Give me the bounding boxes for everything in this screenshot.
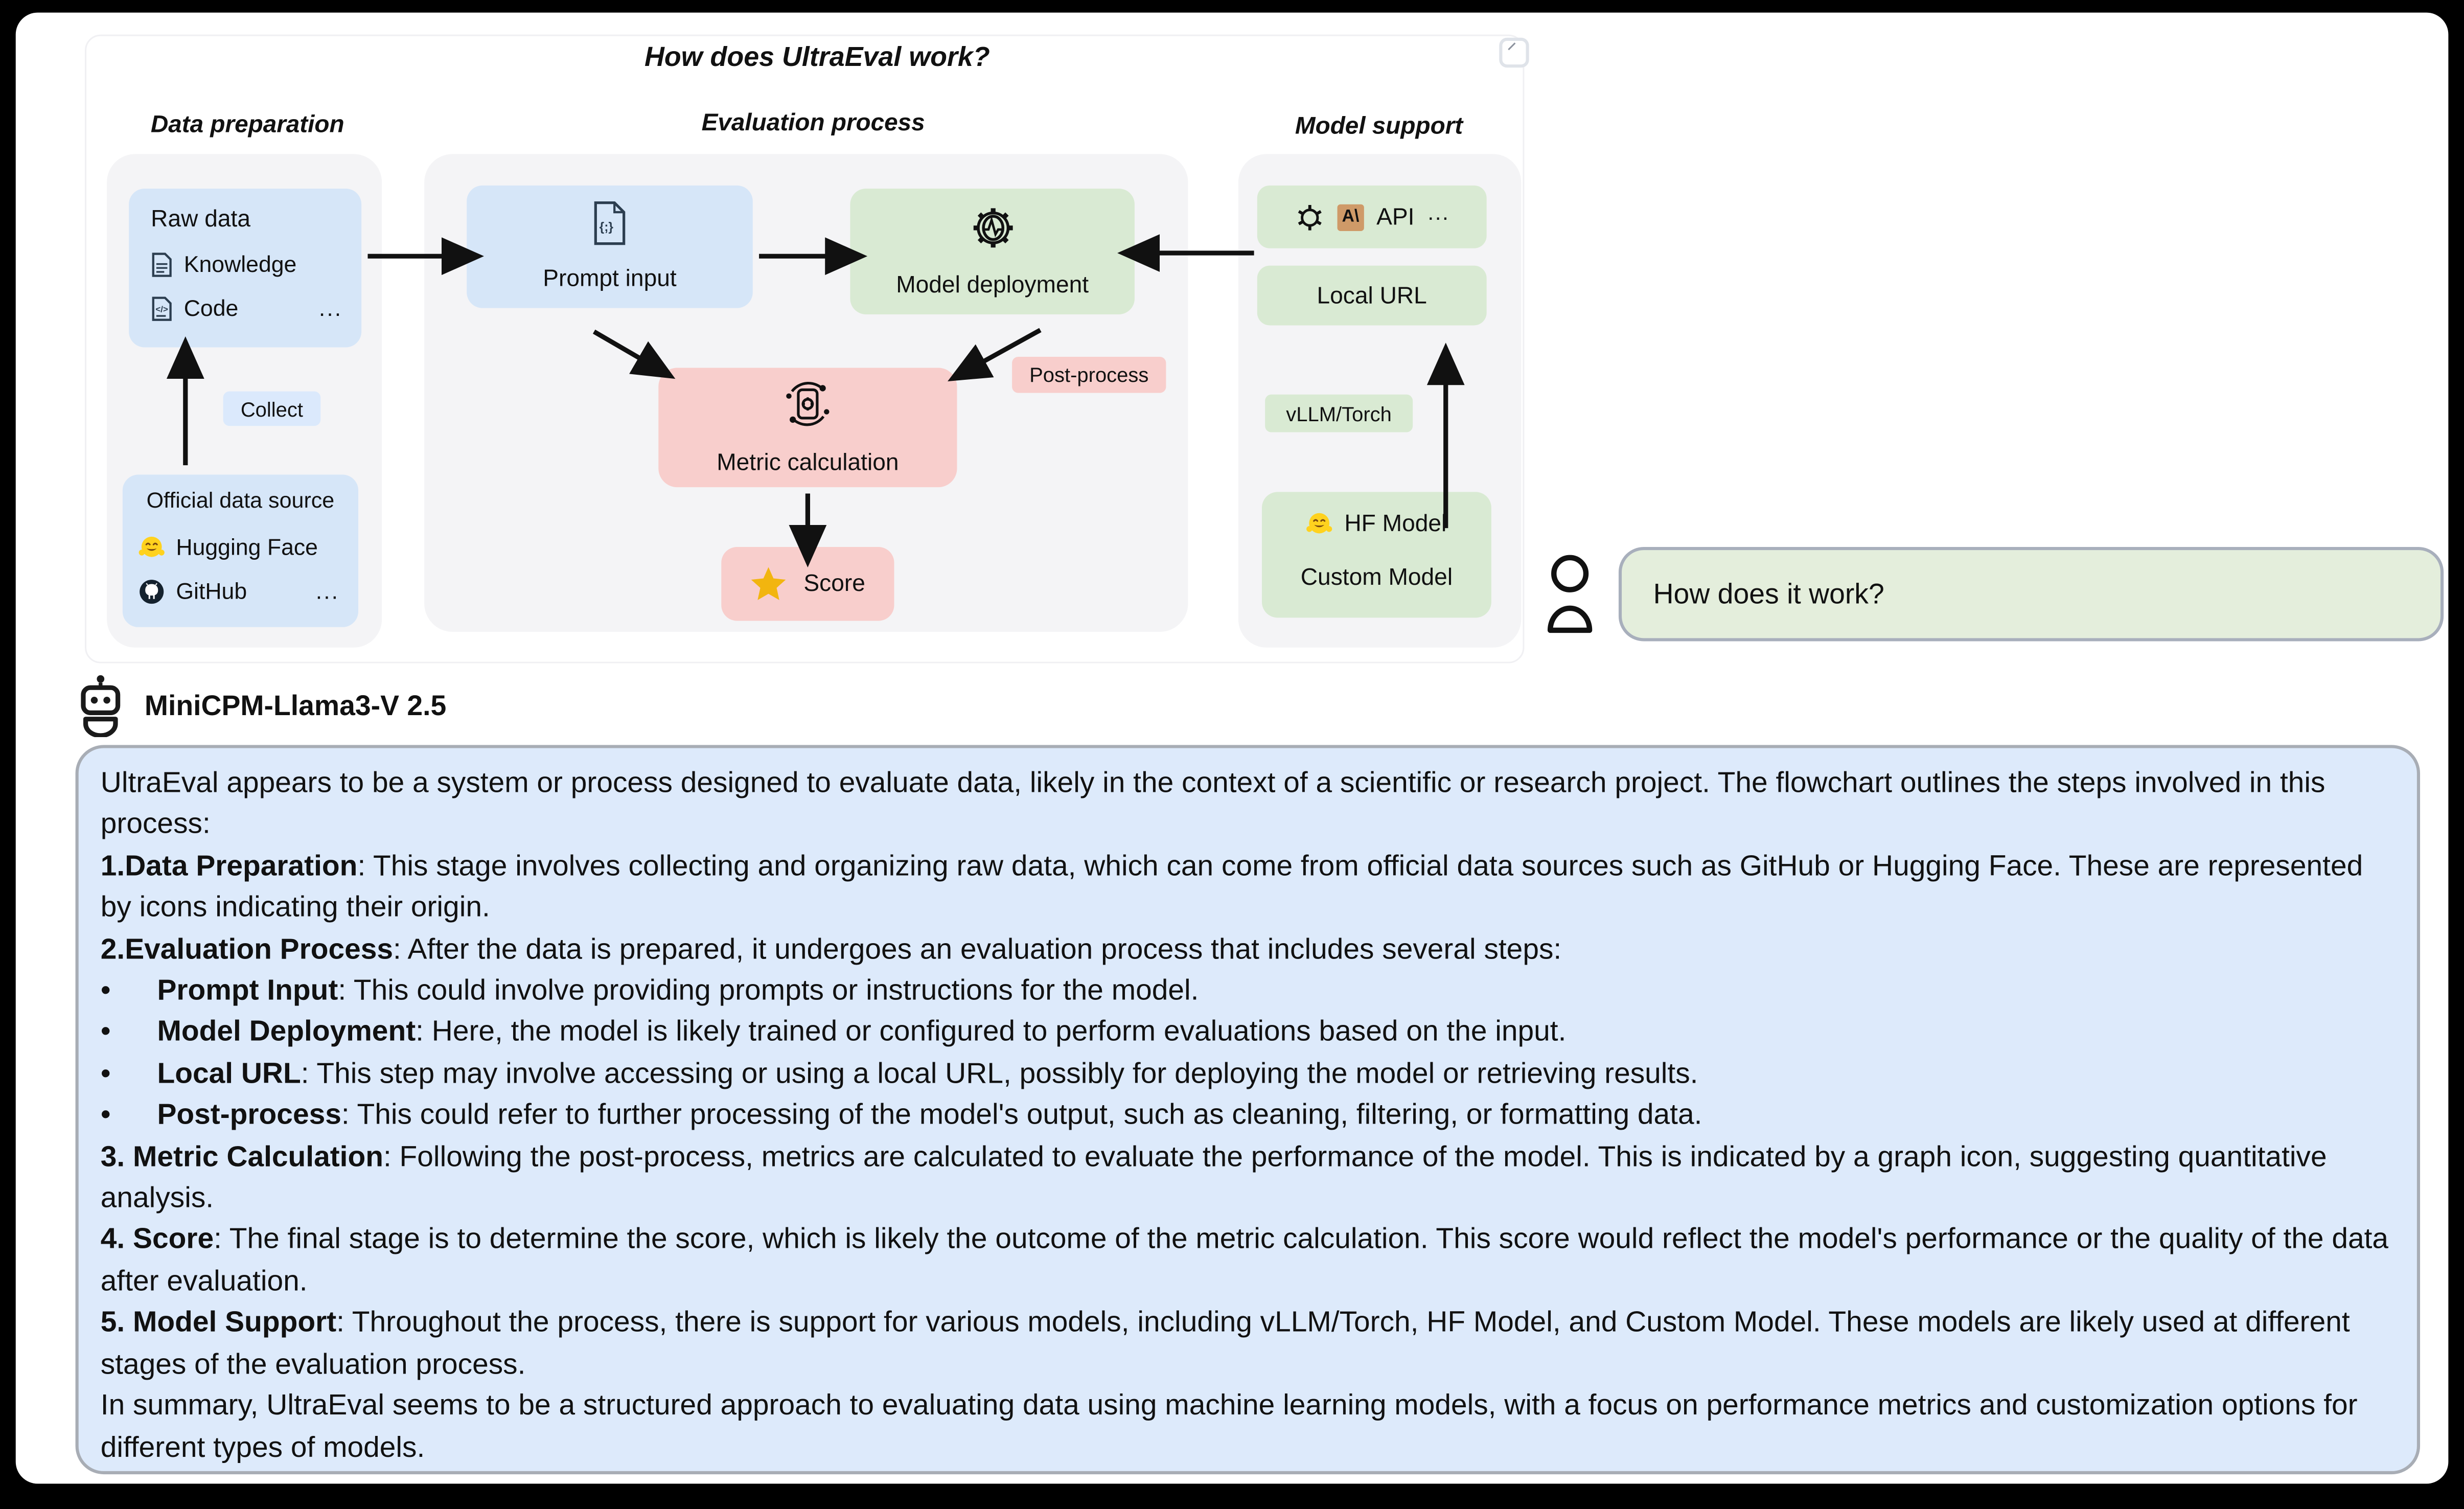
- custom-model-label: Custom Model: [1300, 564, 1453, 591]
- answer-bullet-line: • Model Deployment: Here, the model is likely trained or configured to perform evaluations based on the input.: [100, 1014, 1567, 1048]
- hf-model-label: HF Model: [1344, 511, 1447, 538]
- chat-card: [16, 13, 2449, 1484]
- answer-paragraph: In summary, UltraEval seems to be a structured approach to evaluating data using machine learning models, with a focus on performance metrics and customization options for different types of models.: [100, 1388, 2358, 1463]
- answer-box: [76, 745, 2420, 1474]
- ellipsis: ...: [318, 296, 343, 322]
- answer-paragraph: 5. Model Support: Throughout the process, there is support for various models, including vLLM/Torch, HF Model, and Custom Model. These models are likely used at different stages of the evaluation process.: [100, 1305, 2350, 1380]
- answer-paragraph: 4. Score: The final stage is to determine the score, which is likely the outcome of the metric calculation. This score would reflect the model's performance or the quality of the data after evaluation.: [100, 1222, 2389, 1297]
- post-process-tag: Post-process: [1012, 357, 1166, 393]
- label-evaluation-process: Evaluation process: [701, 110, 925, 137]
- svg-text:</>: </>: [155, 304, 168, 314]
- label-model-support: Model support: [1295, 113, 1463, 140]
- official-source-item-label: Hugging Face: [176, 535, 318, 561]
- raw-data-item-label: Knowledge: [183, 252, 297, 278]
- official-source-title: Official data source: [146, 487, 335, 513]
- model-deployment-label: Model deployment: [896, 271, 1089, 299]
- raw-data-title: Raw data: [151, 205, 251, 233]
- answer-paragraph: 1.Data Preparation: This stage involves collecting and organizing raw data, which can come from official data sources such as GitHub or Hugging Face. These are represented by icons indicating their origin.: [100, 848, 2363, 923]
- model-header: [76, 673, 447, 739]
- answer-bullet-line: • Prompt Input: This could involve providing prompts or instructions for the model.: [100, 973, 1199, 1006]
- answer-text: [101, 762, 2398, 1468]
- anthropic-icon: A\: [1337, 203, 1364, 230]
- answer-bullet-line: • Post-process: This could refer to further processing of the model's output, such as cleaning, filtering, or formatting data.: [100, 1097, 1702, 1131]
- answer-bullet-line: • Local URL: This step may involve accessing or using a local URL, possibly for deploying the model or retrieving results.: [100, 1056, 1698, 1089]
- prompt-input-label: Prompt input: [543, 265, 677, 292]
- user-message-text: How does it work?: [1653, 577, 1884, 609]
- score-label: Score: [803, 570, 865, 598]
- user-message-bubble: [1619, 547, 2444, 641]
- user-avatar-icon: [1545, 553, 1595, 635]
- model-name: MiniCPM-Llama3-V 2.5: [144, 689, 447, 721]
- robot-icon: [76, 674, 126, 737]
- metric-calculation-label: Metric calculation: [717, 449, 899, 476]
- answer-paragraph: UltraEval appears to be a system or process designed to evaluate data, likely in the context of a scientific or research project. The flowchart outlines the steps involved in this process:: [100, 765, 2325, 840]
- answer-paragraph: 2.Evaluation Process: After the data is prepared, it undergoes an evaluation process that includes several steps:: [100, 931, 1562, 965]
- vllm-torch-tag: vLLM/Torch: [1265, 395, 1413, 432]
- ellipsis: ...: [315, 579, 340, 605]
- figure-title: How does UltraEval work?: [644, 40, 990, 73]
- raw-data-item-label: Code: [183, 296, 239, 322]
- api-ellipsis: ···: [1427, 204, 1449, 230]
- answer-paragraph: 3. Metric Calculation: Following the post-process, metrics are calculated to evaluate the performance of the model. This is indicated by a graph icon, suggesting quantitative analysis.: [100, 1139, 2327, 1214]
- svg-text:{;}: {;}: [599, 220, 614, 234]
- official-source-item-label: GitHub: [176, 579, 247, 605]
- collect-tag: Collect: [223, 392, 321, 426]
- api-label: API: [1376, 203, 1415, 231]
- local-url-label: Local URL: [1317, 282, 1427, 309]
- label-data-preparation: Data preparation: [150, 111, 344, 139]
